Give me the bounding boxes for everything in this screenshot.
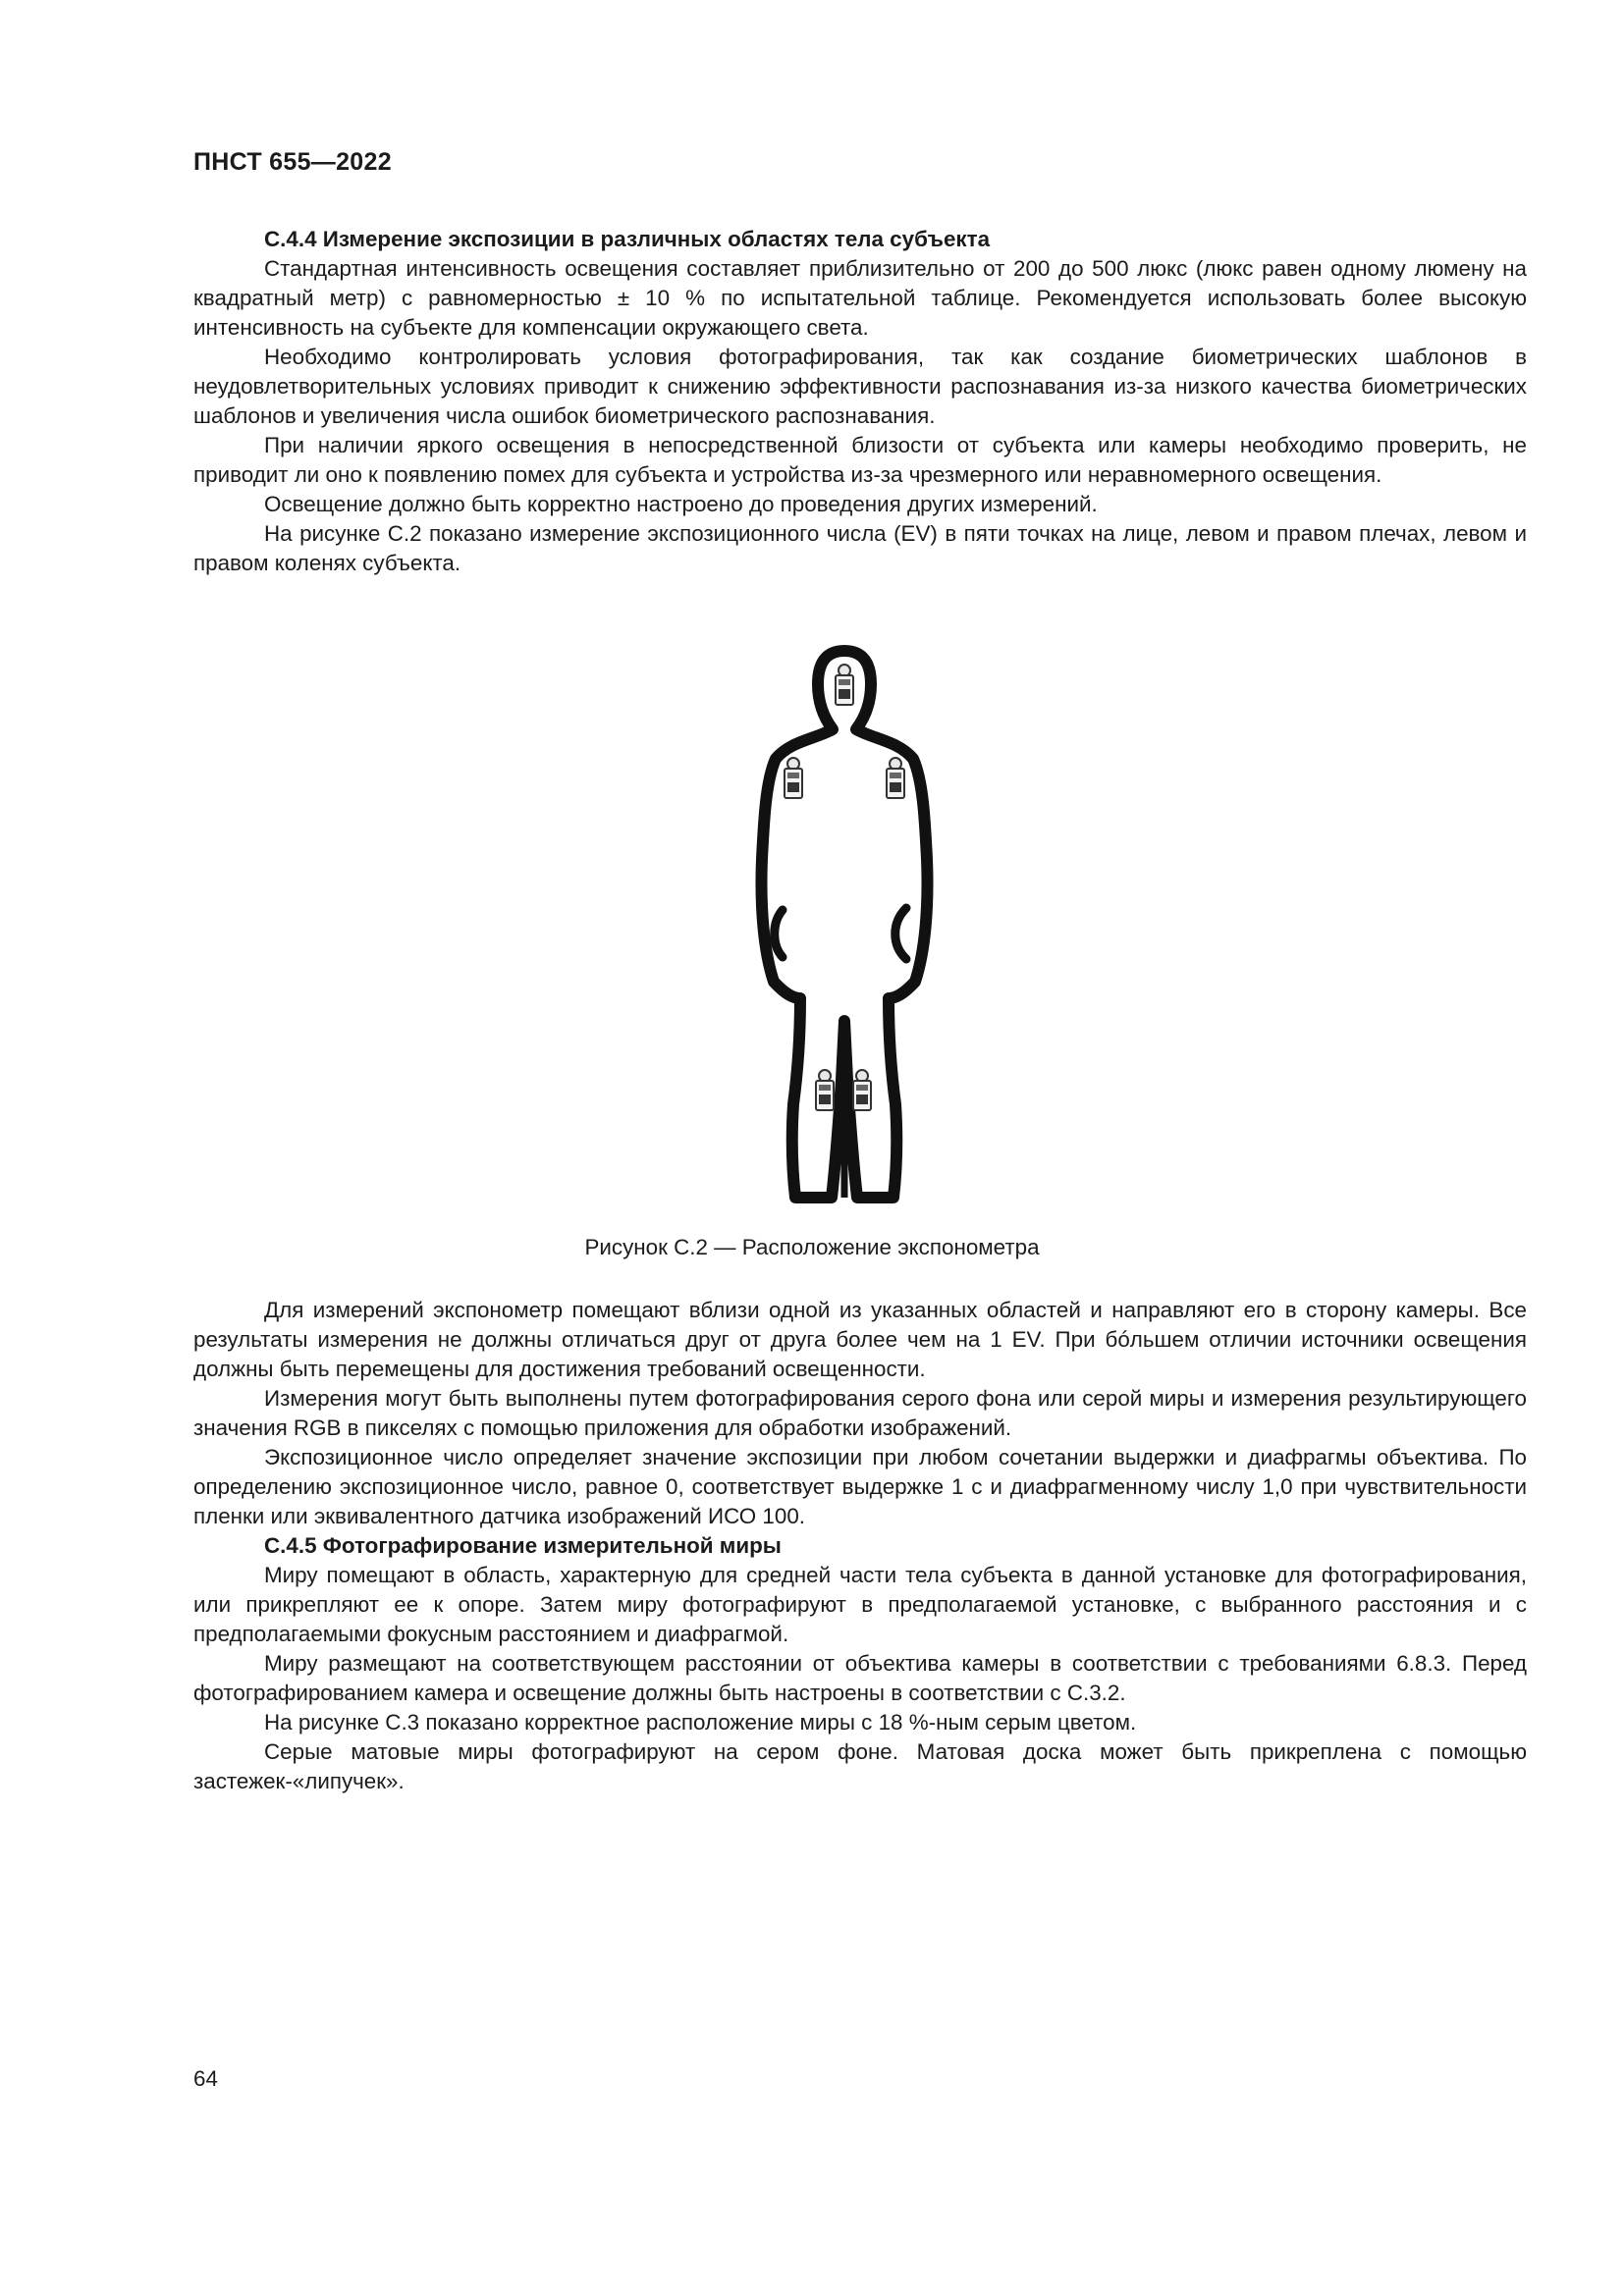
document-code: ПНСТ 655—2022 [193, 148, 392, 176]
paragraph: Освещение должно быть корректно настроено до проведения других измерений. [264, 492, 1098, 516]
paragraph: Экспозиционное число определяет значение экспозиции при любом сочетании выдержки и диафрагмы объектива. По определению экспозиционное число, равное 0, соответствует выдержке 1 с и диафрагменному числу 1,0 при чувствительности пленки или эквивалентного датчика изображений ИСО 100. [193, 1445, 1527, 1528]
section-heading: С.4.5 Фотографирование измерительной миры [264, 1533, 782, 1558]
figure-light-meter-placement [746, 633, 943, 1212]
paragraph: Серые матовые миры фотографируют на сером фоне. Матовая доска может быть прикреплена с помощью застежек-«липучек». [193, 1739, 1527, 1793]
paragraph: Стандартная интенсивность освещения составляет приблизительно от 200 до 500 люкс (люкс равен одному люмену на квадратный метр) с равномерностью ± 10 % по испытательной таблице. Рекомендуется использовать более высокую интенсивность на субъекте для компенсации окружающего света. [193, 256, 1527, 340]
page-number: 64 [193, 2066, 218, 2091]
section-continuation [193, 1296, 1527, 1796]
paragraph: Измерения могут быть выполнены путем фотографирования серого фона или серой миры и измерения результирующего значения RGB в пикселях с помощью приложения для обработки изображений. [193, 1386, 1527, 1440]
section-heading: С.4.4 Измерение экспозиции в различных областях тела субъекта [264, 227, 991, 251]
paragraph: На рисунке С.3 показано корректное расположение миры с 18 %-ным серым цветом. [264, 1710, 1137, 1735]
body-silhouette-icon [746, 633, 943, 1212]
paragraph: На рисунке С.2 показано измерение экспозиционного числа (EV) в пяти точках на лице, левом и правом плечах, левом и правом коленях субъекта. [193, 521, 1527, 575]
paragraph: При наличии яркого освещения в непосредственной близости от субъекта или камеры необходимо проверить, не приводит ли оно к появлению помех для субъекта и устройства из-за чрезмерного или неравномерного освещения. [193, 433, 1527, 487]
paragraph: Для измерений экспонометр помещают вблизи одной из указанных областей и направляют его в сторону камеры. Все результаты измерения не должны отличаться друг от друга более чем на 1 EV. При бóльшем отличии источники освещения должны быть перемещены для достижения требований освещенности. [193, 1298, 1527, 1381]
figure-caption: Рисунок С.2 — Расположение экспонометра [584, 1235, 1040, 1259]
paragraph: Миру размещают на соответствующем расстоянии от объектива камеры в соответствии с требованиями 6.8.3. Перед фотографированием камера и освещение должны быть настроены в соответствии с С.3.2. [193, 1651, 1527, 1705]
paragraph: Необходимо контролировать условия фотографирования, так как создание биометрических шаблонов в неудовлетворительных условиях приводит к снижению эффективности распознавания из-за низкого качества биометрических шаблонов и увеличения числа ошибок биометрического распознавания. [193, 345, 1527, 428]
paragraph: Миру помещают в область, характерную для средней части тела субъекта в данной установке для фотографирования, или прикрепляют ее к опоре. Затем миру фотографируют в предполагаемой установке, с выбранного расстояния и с предполагаемыми фокусным расстоянием и диафрагмой. [193, 1563, 1527, 1646]
section-c44 [193, 225, 1527, 578]
